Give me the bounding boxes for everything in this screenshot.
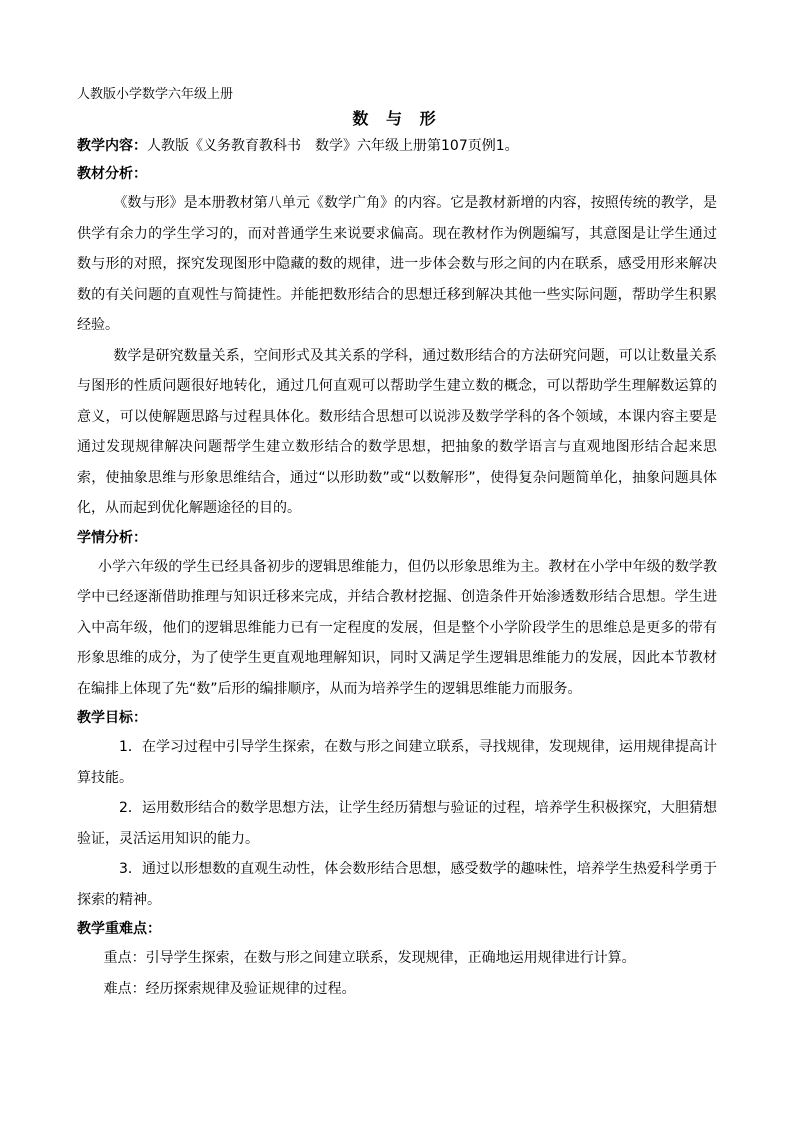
- student-analysis-paragraph: 小学六年级的学生已经具备初步的逻辑思维能力，但仍以形象思维为主。教材在小学中年级的数学教学中已经逐渐借助推理与知识迁移来完成，并结合教材挖掘、创造条件开始渗透数形结合思想。学生进入中高年级，他们的逻辑思维能力已有一定程度的发展，但是整个小学阶段学生的思维总是更多的带有形象思维的成分，为了使学生更直观地理解知识，同时又满足学生逻辑思维能力的发展，因此本节教材在编排上体现了先“数”后形的编排顺序，从而为培养学生的逻辑思维能力而服务。: [77, 558, 717, 697]
- key-point-text: 重点：引导学生探索，在数与形之间建立联系，发现规律，正确地运用规律进行计算。: [103, 950, 636, 966]
- content-text: 人教版《义务教育教科书 数学》六年级上册第107页例1。: [147, 138, 519, 154]
- content-line: [77, 132, 717, 160]
- student-analysis-heading: 学情分析：: [77, 529, 147, 546]
- objective-item-1: 1．在学习过程中引导学生探索，在数与形之间建立联系，寻找规律，发现规律，运用规律提高计算技能。: [77, 739, 717, 786]
- key-points-heading: 教学重难点：: [77, 921, 161, 937]
- document-title: 数 与 形: [352, 109, 442, 128]
- grade-header: 人教版小学数学六年级上册: [77, 87, 234, 102]
- textbook-analysis-heading: 教材分析：: [77, 166, 147, 182]
- difficult-point-text: 难点：经历探索规律及验证规律的过程。: [103, 980, 356, 997]
- textbook-analysis-paragraph-2: 数学是研究数量关系，空间形式及其关系的学科，通过数形结合的方法研究问题，可以让数量关系与图形的性质问题很好地转化，通过几何直观可以帮助学生建立数的概念，可以帮助学生理解数运算的意义，可以使解题思路与过程具体化。数形结合思想可以说涉及数学学科的各个领域，本课内容主要是通过发现规律解决问题帮学生建立数形结合的数学思想，把抽象的数学语言与直观地图形结合起来思索，使抽象思维与形象思维结合，通过“以形助数”或“以数解形”，使得复杂问题简单化，抽象问题具体化，从而起到优化解题途径的目的。: [77, 347, 717, 516]
- document-page: [77, 84, 717, 1004]
- textbook-analysis-paragraph-1: 《数与形》是本册教材第八单元《数学广角》的内容。它是教材新增的内容，按照传统的教学，是供学有余力的学生学习的，而对普通学生来说要求偏高。现在教材作为例题编写，其意图是让学生通过数与形的对照，探究发现图形中隐藏的数的规律，进一步体会数与形之间的内在联系，感受用形来解决数的有关问题的直观性与简捷性。并能把数形结合的思想迁移到解决其他一些实际问题，帮助学生积累经验。: [77, 195, 717, 333]
- objective-item-3: 3．通过以形想数的直观生动性，体会数形结合思想，感受数学的趣味性，培养学生热爱科学勇于探索的精神。: [77, 861, 717, 908]
- content-label: 教学内容：: [77, 138, 147, 154]
- objectives-heading: 教学目标：: [77, 710, 147, 726]
- objective-item-2: 2．运用数形结合的数学思想方法，让学生经历猜想与验证的过程，培养学生积极探究，大胆猜想验证，灵活运用知识的能力。: [77, 800, 717, 847]
